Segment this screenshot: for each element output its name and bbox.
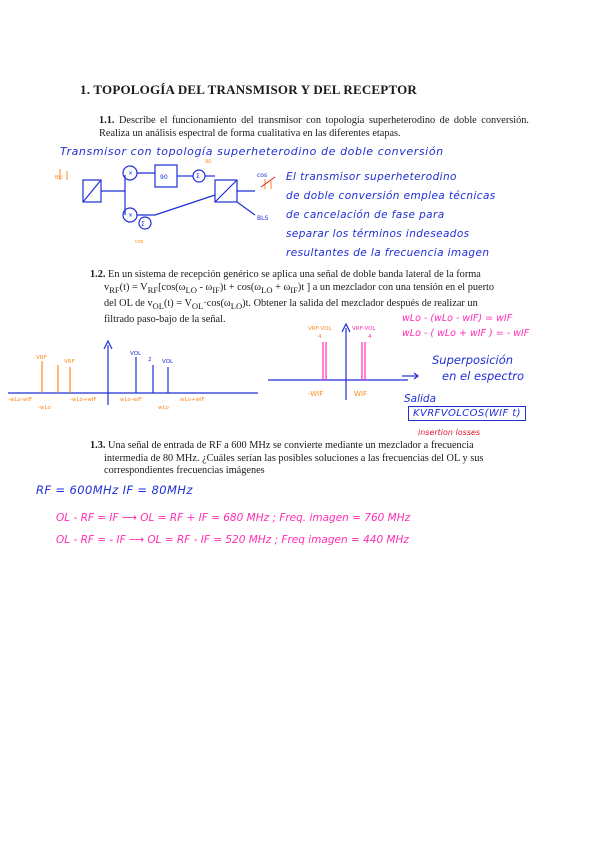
question-text: [cos(ω [158,282,186,293]
subscript: OL [152,301,164,312]
label-bls: BLS [257,215,269,222]
question-1-3 [90,440,530,478]
label-freq: -WIF [308,390,324,398]
subscript: LO [261,285,273,296]
question-text: Una señal de entrada de RF a 600 MHz se convierte mediante un mezclador a frecuencia [108,440,474,451]
label-sum-2: Σ [141,221,145,228]
question-text: ·cos(ω [203,298,231,310]
question-text: del OL de v [104,298,153,310]
answer-line: separar los términos indeseados [286,228,470,240]
section-title: 1. TOPOLOGÍA DEL TRANSMISOR Y DEL RECEPTOR [80,82,417,97]
answer-line: de doble conversión emplea técnicas [286,190,496,202]
label-freq: -wLo+wIF [70,397,97,403]
question-number: 1.2. [90,269,106,280]
handwritten-title: Transmisor con topología superheterodino de doble conversión [60,145,444,158]
subscript: RF [147,285,159,296]
label-quarter: 4 [318,334,322,340]
label-vol: VOL [162,359,174,365]
label-vrf: VRF [64,359,75,365]
label-vrf: VRF [36,355,47,361]
handwritten-equations [402,311,529,341]
handwritten-superposition [432,352,524,384]
subscript: RF [109,285,120,296]
handwritten-salida: Salida [404,393,437,405]
answer-line: El transmisor superheterodino [286,171,457,183]
answer-line: resultantes de la frecuencia imagen [286,247,490,259]
label-amplitude: VRF·VOL [308,326,332,332]
subscript: LO [185,285,197,296]
label-half: 2 [148,357,152,363]
question-number: 1.3. [90,440,106,451]
question-text: )t ] a un mezclador con una tensión en el puerto [297,282,495,293]
label-amplitude: VRF·VOL [352,326,376,332]
label-90: 90 [160,174,168,181]
subscript: LO [230,301,243,312]
equation-line: wLo - (wLo - wIF) = wIF [402,313,513,324]
question-text: Describe el funcionamiento del transmisor con topología superheterodino de doble conversión. Realiza un análisis espectral de forma cualitativa en las diferentes etapas. [99,115,529,139]
label-freq: -wLo [38,405,51,411]
label-freq: wLo [158,405,169,411]
handwritten-solution-1: OL - RF = IF ⟶ OL = RF + IF = 680 MHz ; Freq. imagen = 760 MHz [56,512,411,524]
label-freq: WIF [354,390,368,398]
transmitter-block-diagram [55,159,285,255]
label-sum: Σ [196,173,200,180]
question-text: (t) = V [119,282,148,293]
question-text: intermedia de 80 MHz. ¿Cuáles serían las posibles soluciones a las frecuencias del OL y sus [104,452,484,464]
handwritten-answer-1-1 [286,168,496,263]
label-freq: wLo+wIF [180,397,205,403]
handwritten-given: RF = 600MHz IF = 80MHz [36,483,193,497]
question-text: filtrado paso-bajo de la señal. [104,314,226,326]
question-text: (t) = V [163,298,192,310]
note-line: Superposición [432,353,514,367]
question-number: 1.1. [99,115,115,126]
question-text: )t + cos(ω [219,282,262,293]
question-1-1 [99,114,529,140]
question-text: v [104,282,110,293]
note-line: en el espectro [442,369,524,383]
label-freq: -wLo-wIF [8,397,33,403]
question-text: + ω [272,282,291,293]
label-quarter: 4 [368,334,372,340]
label-bli: BLI [55,175,63,181]
subscript: OL [191,301,204,312]
svg-text:×: × [128,212,134,219]
handwritten-solution-2: OL - RF = - IF ⟶ OL = RF - IF = 520 MHz ; Freq imagen = 440 MHz [56,534,409,546]
insertion-loss-note: insertion losses [418,428,481,437]
question-text: En un sistema de recepción genérico se aplica una señal de doble banda lateral de la forma [108,269,481,280]
subscript: IF [290,285,298,296]
question-text: )t. Obtener la salida del mezclador después de realizar un [242,298,478,310]
input-spectrum [8,335,268,411]
output-spectrum [268,322,418,402]
label-90-b: 90 [205,159,212,165]
arrow-icon [402,372,422,380]
label-cos: cos [257,172,268,179]
label-cos-2: cos [135,239,144,245]
label-vol: VOL [130,351,142,357]
question-text: correspondientes frecuencias imágenes [104,465,265,476]
mixer-label: × [128,170,134,177]
answer-line: de cancelación de fase para [286,209,445,221]
subscript: IF [212,285,220,296]
output-box: KVRFVOLCOS(WIF t) [408,406,526,421]
label-freq: wLo-wIF [120,397,143,403]
question-text: - ω [196,282,213,293]
equation-line: wLo - ( wLo + wIF ) = - wIF [402,328,530,339]
